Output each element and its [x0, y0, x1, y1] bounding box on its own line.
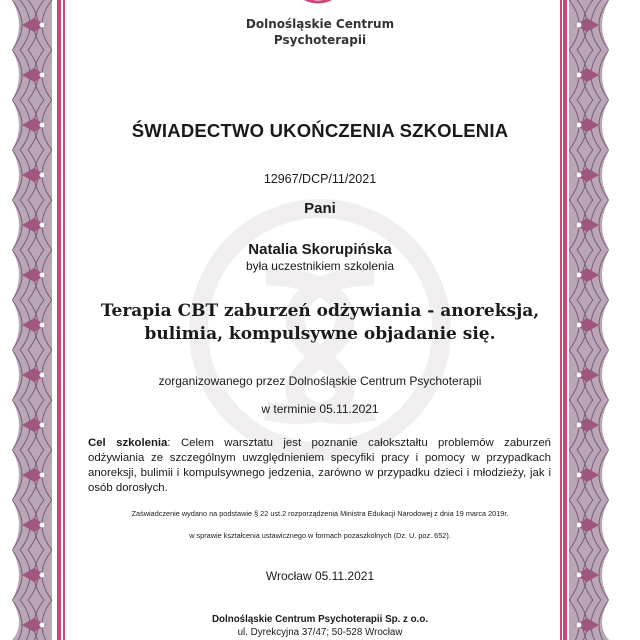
logo-org-name-line1: Dolnośląskie Centrum [245, 17, 395, 31]
logo-org-name-line2: Psychoterapii [273, 33, 367, 47]
certificate-number: 12967/DCP/11/2021 [263, 172, 377, 186]
participant-text: była uczestnikiem szkolenia [245, 259, 395, 273]
salutation: Pani [304, 200, 336, 217]
course-goal [88, 436, 551, 496]
course-goal-label: Cel szkolenia [88, 437, 168, 449]
organizer-text: zorganizowanego przez Dolnośląskie Centrum Psychoterapii [158, 374, 482, 388]
place-date: Wrocław 05.11.2021 [265, 569, 375, 583]
course-title-line1: Terapia CBT zaburzeń odżywiania - anoreksja, [100, 301, 540, 321]
legal-basis-line2: w sprawie kształcenia ustawicznego w formach pozaszkolnych (Dz. U. poz. 652). [189, 531, 451, 540]
footer-address: ul. Dyrekcyjna 37/47; 50-528 Wrocław [237, 627, 403, 638]
certificate-title: ŚWIADECTWO UKOŃCZENIA SZKOLENIA [131, 120, 509, 141]
footer-company: Dolnośląskie Centrum Psychoterapii Sp. z o.o. [211, 614, 429, 625]
legal-basis-line1: Zaświadczenie wydano na podstawie § 22 ust.2 rozporządzenia Ministra Edukacji Narodowej z dnia 19 marca 2019r. [131, 509, 509, 518]
logo-icon [286, 0, 350, 6]
recipient-name: Natalia Skorupińska [248, 241, 392, 258]
course-goal-text: : Celem warsztatu jest poznanie całokształtu problemów zaburzeń odżywiania ze szczególnym uwzględnieniem specyfiki pracy i pomocy w przypadkach anoreksji, bulimii i kompulsywnego jedzenia, zarówno w przypadku dzieci i młodzieży, jak i osób dorosłych. [88, 437, 551, 494]
course-title [0, 300, 640, 346]
course-title-line2: bulimia, kompulsywne objadanie się. [144, 324, 496, 344]
term-text: w terminie 05.11.2021 [261, 402, 379, 416]
